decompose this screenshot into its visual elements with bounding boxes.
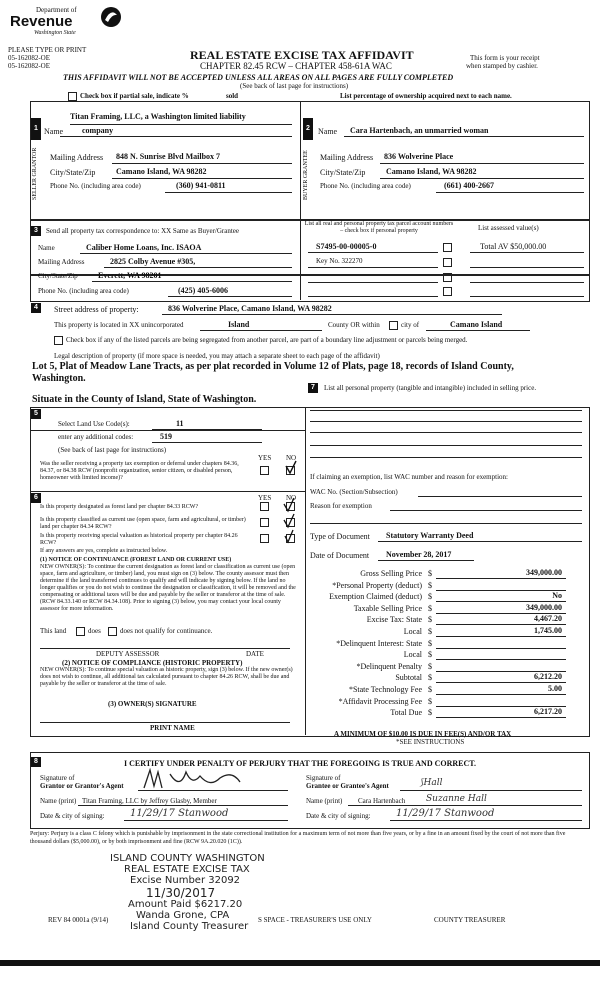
deputy-assessor-label: DEPUTY ASSESSOR bbox=[96, 650, 160, 658]
corr-city-label: City/State/Zip bbox=[38, 272, 78, 280]
grantor-date-label: Date & city of signing: bbox=[40, 812, 105, 820]
county-value[interactable]: Island bbox=[228, 320, 250, 329]
assessed-value[interactable]: Total AV $50,000.00 bbox=[480, 242, 547, 251]
section-3-marker: 3 bbox=[31, 226, 41, 236]
yes-label-6: YES bbox=[258, 494, 272, 502]
dollar-sign: $ bbox=[428, 639, 432, 648]
dollar-sign: $ bbox=[428, 650, 432, 659]
dollar-sign: $ bbox=[428, 615, 432, 624]
seller-city-label: City/State/Zip bbox=[50, 168, 96, 177]
grantee-signature: ⟆Hall bbox=[420, 778, 443, 788]
doc-date[interactable]: November 28, 2017 bbox=[386, 550, 452, 559]
partial-sale-label: Check box if partial sale, indicate % bbox=[80, 92, 189, 100]
corr-name-label: Name bbox=[38, 244, 55, 252]
legal-line-2[interactable]: Washington. bbox=[32, 373, 86, 384]
grantee-date[interactable]: 11/29/17 Stanwood bbox=[396, 808, 495, 819]
additional-code[interactable]: 519 bbox=[160, 432, 172, 441]
grantee-sig-label: Grantee or Grantee's Agent bbox=[306, 782, 389, 790]
see-instructions: *SEE INSTRUCTIONS bbox=[396, 738, 465, 746]
grantor-sig-label: Grantor or Grantor's Agent bbox=[40, 782, 124, 790]
tax-row-label: Exemption Claimed (deduct) bbox=[329, 592, 422, 601]
wac-label: WAC No. (Section/Subsection) bbox=[310, 488, 398, 496]
wa-logo-icon bbox=[100, 6, 122, 28]
assessed-heading: List assessed value(s) bbox=[478, 224, 539, 232]
form-code-2: 05-162082-OE bbox=[8, 62, 50, 70]
parcel-4-checkbox[interactable] bbox=[443, 287, 452, 296]
minimum-note: A MINIMUM OF $10.00 IS DUE IN FEE(S) AND/OR TAX bbox=[334, 730, 512, 738]
forest-question: Is this property designated as forest land per chapter 84.33 RCW? bbox=[40, 504, 199, 510]
tax-row-value[interactable]: 4,467.20 bbox=[534, 614, 562, 623]
seller-side-label: SELLER GRANTOR bbox=[32, 147, 38, 200]
print-name-label: PRINT NAME bbox=[150, 724, 195, 732]
parcels-heading: List all real and personal property tax parcel account numbers – check box if personal property bbox=[304, 221, 454, 234]
buyer-city-label: City/State/Zip bbox=[320, 168, 366, 177]
corr-mailing-label: Mailing Address bbox=[38, 258, 85, 266]
dollar-sign: $ bbox=[428, 708, 432, 717]
doc-type[interactable]: Statutory Warranty Deed bbox=[386, 531, 474, 540]
tax-row-label: *Delinquent Penalty bbox=[356, 662, 422, 671]
stamp-line-3: Excise Number 32092 bbox=[130, 875, 241, 886]
partial-sale-sold: sold bbox=[226, 92, 239, 100]
ownership-note: List percentage of ownership acquired next to each name. bbox=[340, 92, 512, 100]
buyer-phone-label: Phone No. (including area code) bbox=[320, 182, 411, 190]
tax-row-value[interactable]: 349,000.00 bbox=[526, 603, 562, 612]
grantee-name-label: Name (print) bbox=[306, 797, 343, 805]
dollar-sign: $ bbox=[428, 627, 432, 636]
tax-row-value[interactable]: 6,212.20 bbox=[534, 672, 562, 681]
please-type: PLEASE TYPE OR PRINT bbox=[8, 46, 87, 54]
grantee-date-label: Date & city of signing: bbox=[306, 812, 371, 820]
seller-mailing-label: Mailing Address bbox=[50, 153, 104, 162]
exemption-question: Was the seller receiving a property tax exemption or deferral under chapters 84.36, 84.37, or 84.38 RCW (nonprofit organization, senior citizen, or disabled person, homeowner with limited income)? bbox=[40, 461, 239, 481]
notice-2-title: (2) NOTICE OF COMPLIANCE (HISTORIC PROPERTY) bbox=[62, 659, 243, 667]
tax-row-value[interactable]: 6,217.20 bbox=[534, 707, 562, 716]
grantor-name-label: Name (print) bbox=[40, 797, 77, 805]
form-code-1: 05-162082-OE bbox=[8, 54, 50, 62]
treasurer-space-label: S SPACE - TREASURER'S USE ONLY bbox=[258, 916, 372, 924]
stamp-signer: Wanda Grone, CPA bbox=[136, 910, 230, 921]
land-does-checkbox[interactable] bbox=[76, 627, 85, 636]
stamp-line-1: ISLAND COUNTY WASHINGTON bbox=[110, 853, 265, 864]
section-7-marker: 7 bbox=[308, 383, 318, 393]
buyer-side-label: BUYER GRANTEE bbox=[303, 150, 309, 200]
no-label-6: NO bbox=[286, 494, 297, 502]
parcel-number[interactable]: S7495-00-00005-0 bbox=[316, 242, 377, 251]
buyer-mailing-label: Mailing Address bbox=[320, 153, 374, 162]
property-city[interactable]: Camano Island bbox=[450, 320, 503, 329]
dollar-sign: $ bbox=[428, 592, 432, 601]
grantor-signature bbox=[140, 768, 280, 790]
tax-row-value[interactable]: 349,000.00 bbox=[526, 568, 562, 577]
certify-statement: I CERTIFY UNDER PENALTY OF PERJURY THAT THE FOREGOING IS TRUE AND CORRECT. bbox=[124, 759, 477, 768]
section-8-marker: 8 bbox=[31, 757, 41, 767]
notice-1-body: NEW OWNER(S): To continue the current designation as forest land or classification as current use (open space, farm and agriculture, or timber) land, you must sign on (3) below. The county assessor must then determine if the land transferred continues to qualify and will indicate by signing below. If the land no longer qualifies or you do not wish to continue the designation or classification, it will be removed and the compensating or additional taxes will be due and payable by the seller or transferor at the time of sale. (RCW 84.33.140 or RCW 84.34.108). Prior to signing (3) below, you may contact your local county assessor for more information. bbox=[40, 564, 296, 612]
current-use-question: Is this property classified as current use (open space, farm and agricultural, or timber) land per chapter 84.34 RCW? bbox=[40, 517, 246, 530]
corr-heading: Send all property tax correspondence to: XX Same as Buyer/Grantee bbox=[46, 227, 240, 235]
does-not-label: does not qualify for continuance. bbox=[120, 627, 213, 635]
dollar-sign: $ bbox=[428, 697, 432, 706]
dor-logo bbox=[8, 6, 118, 46]
receipt-note-1: This form is your receipt bbox=[470, 54, 540, 62]
parcel-2-checkbox[interactable] bbox=[443, 258, 452, 267]
no-label-5: NO bbox=[286, 454, 297, 462]
tax-row-label: Local bbox=[403, 650, 422, 659]
section-5-marker: 5 bbox=[31, 409, 41, 419]
personal-property-label: List all personal property (tangible and intangible) included in selling price. bbox=[324, 384, 537, 392]
grantee-handwritten-name: Suzanne Hall bbox=[426, 794, 487, 804]
does-label: does bbox=[88, 627, 101, 635]
current-use-yes-checkbox[interactable] bbox=[260, 518, 269, 527]
stamp-title: Island County Treasurer bbox=[130, 921, 249, 932]
buyer-city[interactable]: Camano Island, WA 98282 bbox=[386, 167, 477, 176]
bottom-bar bbox=[0, 960, 600, 966]
corr-phone[interactable]: (425) 405-6006 bbox=[178, 286, 228, 295]
tax-row-label: Excise Tax: State bbox=[366, 615, 422, 624]
land-does-not-checkbox[interactable] bbox=[108, 627, 117, 636]
street-label: Street address of property: bbox=[54, 305, 139, 314]
doc-type-label: Type of Document bbox=[310, 532, 370, 541]
land-use-label: Select Land Use Code(s): bbox=[58, 420, 130, 428]
seller-name-line2[interactable]: company bbox=[82, 126, 114, 135]
section-6-marker: 6 bbox=[31, 493, 41, 503]
tax-row-label: Taxable Selling Price bbox=[353, 604, 422, 613]
buyer-mailing[interactable]: 836 Wolverine Place bbox=[384, 152, 454, 161]
form-warning: THIS AFFIDAVIT WILL NOT BE ACCEPTED UNLESS ALL AREAS ON ALL PAGES ARE FULLY COMPLETED bbox=[63, 73, 454, 82]
grantor-sig-of: Signature of bbox=[40, 774, 75, 782]
tax-row-value[interactable]: No bbox=[552, 591, 562, 600]
parcel-1-checkbox[interactable] bbox=[443, 243, 452, 252]
city-of-label: city of bbox=[401, 321, 420, 329]
rev-code: REV 84 0001a (9/14) bbox=[48, 916, 109, 924]
exemption-yes-checkbox[interactable] bbox=[260, 466, 269, 475]
tax-row-label: Total Due bbox=[390, 708, 422, 717]
grantee-name[interactable]: Cara Hartenbach bbox=[358, 797, 406, 805]
stamp-date: 11/30/2017 bbox=[146, 886, 216, 900]
tax-row-label: Gross Selling Price bbox=[360, 569, 422, 578]
logo-wa-state: Washington State bbox=[34, 30, 76, 36]
tax-row-label: Subtotal bbox=[395, 673, 422, 682]
buyer-phone[interactable]: (661) 400-2667 bbox=[444, 181, 494, 190]
seller-name-label: Name bbox=[44, 127, 64, 136]
tax-row-value[interactable]: 5.00 bbox=[548, 684, 562, 693]
partial-sale-checkbox[interactable] bbox=[68, 92, 77, 101]
additional-codes-label: enter any additional codes: bbox=[58, 433, 134, 441]
date-label-6: DATE bbox=[246, 650, 264, 658]
seller-mailing[interactable]: 848 N. Sunrise Blvd Mailbox 7 bbox=[116, 152, 221, 161]
tax-row-label: *State Technology Fee bbox=[348, 685, 422, 694]
corr-phone-label: Phone No. (including area code) bbox=[38, 287, 129, 295]
legal-line-1[interactable]: Lot 5, Plat of Meadow Lane Tracts, as per plat recorded in Volume 12 of Plats, page 18, records of Island County, bbox=[32, 361, 514, 372]
county-treasurer-label: COUNTY TREASURER bbox=[434, 916, 506, 924]
seller-phone[interactable]: (360) 941-0811 bbox=[176, 181, 226, 190]
seller-city[interactable]: Camano Island, WA 98282 bbox=[116, 167, 207, 176]
checkmark-icon bbox=[282, 496, 296, 550]
stamp-amount: Amount Paid $6217.20 bbox=[128, 899, 243, 910]
grantor-name[interactable]: Titan Framing, LLC by Jeffrey Glasby, Member bbox=[82, 797, 217, 805]
seller-name-line1[interactable]: Titan Framing, LLC, a Washington limited liability bbox=[70, 112, 246, 121]
buyer-name[interactable]: Cara Hartenbach, an unmarried woman bbox=[350, 126, 489, 135]
forest-yes-checkbox[interactable] bbox=[260, 502, 269, 511]
dollar-sign: $ bbox=[428, 673, 432, 682]
logo-revenue: Revenue bbox=[10, 13, 73, 30]
legal-label: Legal description of property (if more space is needed, you may attach a separate sheet to each page of the affidavit) bbox=[54, 352, 380, 360]
grantee-sig-of: Signature of bbox=[306, 774, 341, 782]
corr-name[interactable]: Caliber Home Loans, Inc. ISAOA bbox=[86, 243, 202, 252]
perjury-statement: Perjury: Perjury is a class C felony which is punishable by imprisonment in the state correctional institution for a maximum term of not more than five years, or by a fine in an amount fixed by the court of not more than five thousand dollars ($5,000.00), or by both imprisonment and fine (RCW 9A.20.020 (1C)). bbox=[30, 831, 566, 845]
buyer-name-label: Name bbox=[318, 127, 338, 136]
tax-row-label: *Delinquent Interest: State bbox=[336, 639, 422, 648]
dollar-sign: $ bbox=[428, 685, 432, 694]
doc-date-label: Date of Document bbox=[310, 551, 370, 560]
tax-row-value[interactable]: 1,745.00 bbox=[534, 626, 562, 635]
yes-label-5: YES bbox=[258, 454, 272, 462]
tax-row-label: Local bbox=[403, 627, 422, 636]
logo-dept-of: Department of bbox=[36, 6, 77, 14]
corr-mailing[interactable]: 2825 Colby Avenue #305, bbox=[110, 257, 196, 266]
section-2-marker: 2 bbox=[303, 118, 313, 140]
receipt-note-2: when stamped by cashier. bbox=[466, 62, 538, 70]
dollar-sign: $ bbox=[428, 662, 432, 671]
form-title: REAL ESTATE EXCISE TAX AFFIDAVIT bbox=[190, 48, 414, 62]
county-label: County OR within bbox=[328, 321, 380, 329]
stamp-line-2: REAL ESTATE EXCISE TAX bbox=[124, 864, 250, 875]
form-chapter: CHAPTER 82.45 RCW – CHAPTER 458-61A WAC bbox=[200, 61, 392, 71]
legal-line-3[interactable]: Situate in the County of Island, State of Washington. bbox=[32, 394, 257, 405]
dollar-sign: $ bbox=[428, 569, 432, 578]
if-yes-note: If any answers are yes, complete as instructed below. bbox=[40, 548, 168, 554]
historic-question: Is this property receiving special valuation as historical property per chapter 84.26 RCW? bbox=[40, 533, 238, 546]
section-4-marker: 4 bbox=[31, 303, 41, 313]
tax-row-label: *Affidavit Processing Fee bbox=[338, 697, 422, 706]
segregation-label: Check box if any of the listed parcels are being segregated from another parcel, are part of a boundary line adjustment or parcels being merged. bbox=[66, 336, 468, 344]
tax-row-label: *Personal Property (deduct) bbox=[332, 581, 422, 590]
exemption-claim-label: If claiming an exemption, list WAC number and reason for exemption: bbox=[310, 473, 508, 481]
key-number: Key No. 322270 bbox=[316, 257, 363, 265]
dollar-sign: $ bbox=[428, 581, 432, 590]
reason-label: Reason for exemption bbox=[310, 502, 372, 510]
corr-city[interactable]: Everett, WA 98201 bbox=[98, 271, 162, 280]
owner-sig-label: (3) OWNER(S) SIGNATURE bbox=[108, 700, 197, 708]
land-use-code[interactable]: 11 bbox=[176, 419, 184, 428]
parcel-3-checkbox[interactable] bbox=[443, 273, 452, 282]
notice-2-body: NEW OWNER(S): To continue special valuation as historic property, sign (3) below. If the new owner(s) does not wish to continue, all additional tax calculated pursuant to chapter 84.26 RCW, shall be due and payable by the seller or transferor at the time of sale. bbox=[40, 667, 293, 687]
located-label: This property is located in XX unincorporated bbox=[54, 321, 184, 329]
historic-yes-checkbox[interactable] bbox=[260, 534, 269, 543]
within-city-checkbox[interactable] bbox=[389, 321, 398, 330]
street-address[interactable]: 836 Wolverine Place, Camano Island, WA 98282 bbox=[168, 304, 332, 313]
dollar-sign: $ bbox=[428, 604, 432, 613]
checkmark-icon bbox=[284, 460, 298, 476]
notice-1-title: (1) NOTICE OF CONTINUANCE (FOREST LAND OR CURRENT USE) bbox=[40, 557, 232, 563]
instructions-note: (See back of last page for instructions) bbox=[240, 82, 349, 90]
segregation-checkbox[interactable] bbox=[54, 336, 63, 345]
grantor-date[interactable]: 11/29/17 Stanwood bbox=[130, 808, 229, 819]
section-1-marker: 1 bbox=[31, 118, 41, 140]
this-land-label: This land bbox=[40, 627, 67, 635]
seller-phone-label: Phone No. (including area code) bbox=[50, 182, 141, 190]
see-back-5: (See back of last page for instructions) bbox=[58, 446, 167, 454]
